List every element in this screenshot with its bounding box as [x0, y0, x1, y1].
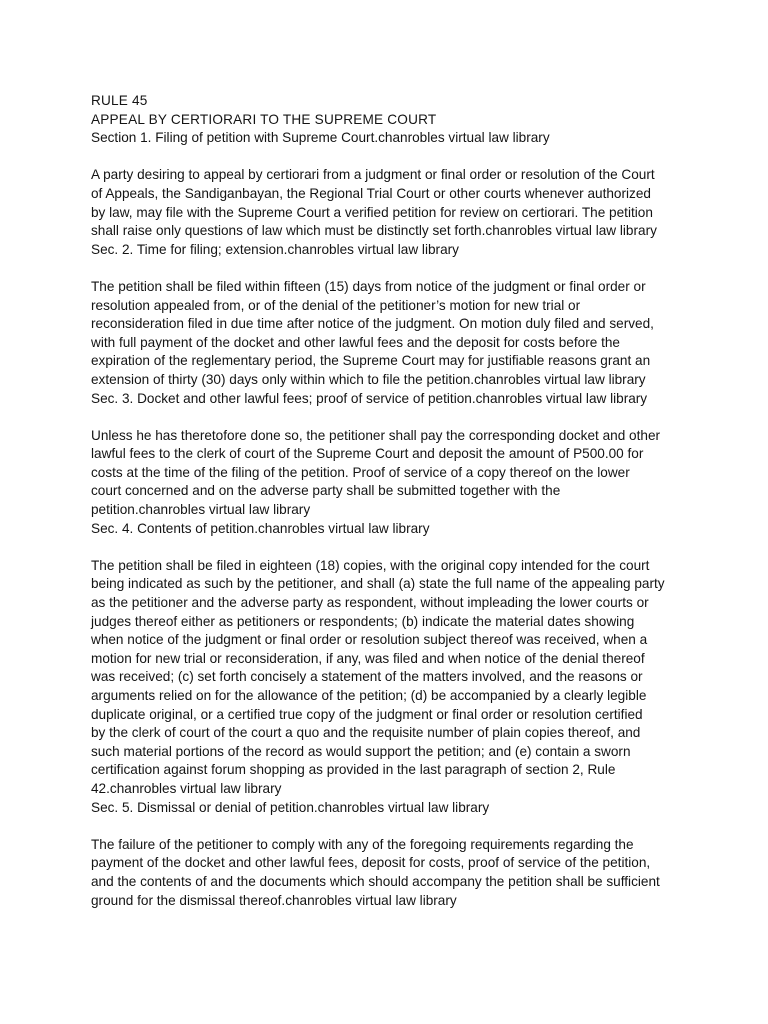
section-heading: Section 1. Filing of petition with Supreme Court.chanrobles virtual law library: [91, 130, 550, 146]
paragraph-gap: [91, 538, 731, 557]
paragraph-gap: [91, 817, 731, 836]
rule-title: APPEAL BY CERTIORARI TO THE SUPREME COURT: [91, 111, 437, 127]
paragraph-line: The petition shall be filed within fifteen (15) days from notice of the judgment or final order or: [91, 278, 646, 294]
paragraph-line: with full payment of the docket and other lawful fees and the deposit for costs before the: [91, 334, 620, 350]
section-heading: Sec. 4. Contents of petition.chanrobles virtual law library: [91, 520, 430, 536]
paragraph-line: The failure of the petitioner to comply with any of the foregoing requirements regarding the: [91, 836, 634, 852]
paragraph-line: reconsideration filed in due time after notice of the judgment. On motion duly filed and served,: [91, 316, 654, 332]
paragraph-line: costs at the time of the filing of the petition. Proof of service of a copy thereof on the lower: [91, 464, 630, 480]
paragraph-gap: [91, 408, 731, 427]
paragraph-gap: [91, 259, 731, 278]
paragraph-line: such material portions of the record as would support the petition; and (e) contain a sworn: [91, 743, 631, 759]
paragraph-line: and the contents of and the documents which should accompany the petition shall be sufficient: [91, 873, 660, 889]
paragraph-line: by law, may file with the Supreme Court a verified petition for review on certiorari. The petition: [91, 204, 653, 220]
paragraph-line: Unless he has theretofore done so, the petitioner shall pay the corresponding docket and other: [91, 427, 661, 443]
paragraph-line: payment of the docket and other lawful fees, deposit for costs, proof of service of the petition,: [91, 855, 651, 871]
section-heading: Sec. 2. Time for filing; extension.chanrobles virtual law library: [91, 241, 459, 257]
paragraph-line: arguments relied on for the allowance of the petition; (d) be accompanied by a clearly legible: [91, 688, 647, 703]
paragraph-line: A party desiring to appeal by certiorari from a judgment or final order or resolution of the Court: [91, 167, 655, 183]
section-heading: Sec. 5. Dismissal or denial of petition.chanrobles virtual law library: [91, 799, 490, 815]
paragraph-line: when notice of the judgment or final order or resolution subject thereof was received, when a: [91, 632, 648, 648]
paragraph-line: shall raise only questions of law which must be distinctly set forth.chanrobles virtual law library: [91, 223, 657, 239]
paragraph-line: being indicated as such by the petitioner, and shall (a) state the full name of the appealing party: [91, 576, 665, 592]
paragraph-line: expiration of the reglementary period, the Supreme Court may for justifiable reasons grant an: [91, 353, 651, 369]
paragraph-line: motion for new trial or reconsideration, if any, was filed and when notice of the denial thereof: [91, 650, 645, 666]
paragraph-line: of Appeals, the Sandiganbayan, the Regional Trial Court or other courts whenever authorized: [91, 185, 651, 201]
paragraph-line: judges thereof either as petitioners or respondents; (b) indicate the material dates showing: [91, 613, 635, 629]
paragraph-gap: [91, 148, 731, 167]
paragraph-line: extension of thirty (30) days only within which to file the petition.chanrobles virtual law library: [91, 371, 646, 387]
paragraph-line: duplicate original, or a certified true copy of the judgment or final order or resolution certified: [91, 706, 643, 722]
paragraph-line: resolution appealed from, or of the denial of the petitioner’s motion for new trial or: [91, 297, 581, 313]
paragraph-line: lawful fees to the clerk of court of the Supreme Court and deposit the amount of P500.00 for: [91, 446, 644, 462]
paragraph-line: certification against forum shopping as provided in the last paragraph of section 2, Rule: [91, 762, 616, 778]
paragraph-line: The petition shall be filed in eighteen (18) copies, with the original copy intended for the court: [91, 557, 650, 573]
paragraph-line: petition.chanrobles virtual law library: [91, 502, 311, 518]
paragraph-line: 42.chanrobles virtual law library: [91, 780, 282, 796]
rule-number: RULE 45: [91, 93, 148, 108]
paragraph-line: court concerned and on the adverse party shall be submitted together with the: [91, 483, 561, 499]
paragraph-line: as the petitioner and the adverse party as respondent, without impleading the lower courts or: [91, 595, 649, 611]
section-heading: Sec. 3. Docket and other lawful fees; proof of service of petition.chanrobles virtual law library: [91, 390, 648, 406]
paragraph-line: was received; (c) set forth concisely a statement of the matters involved, and the reasons or: [91, 669, 643, 685]
document-page: [91, 92, 731, 910]
paragraph-line: by the clerk of court of the court a quo and the requisite number of plain copies thereof, and: [91, 725, 641, 741]
paragraph-line: ground for the dismissal thereof.chanrobles virtual law library: [91, 892, 457, 908]
